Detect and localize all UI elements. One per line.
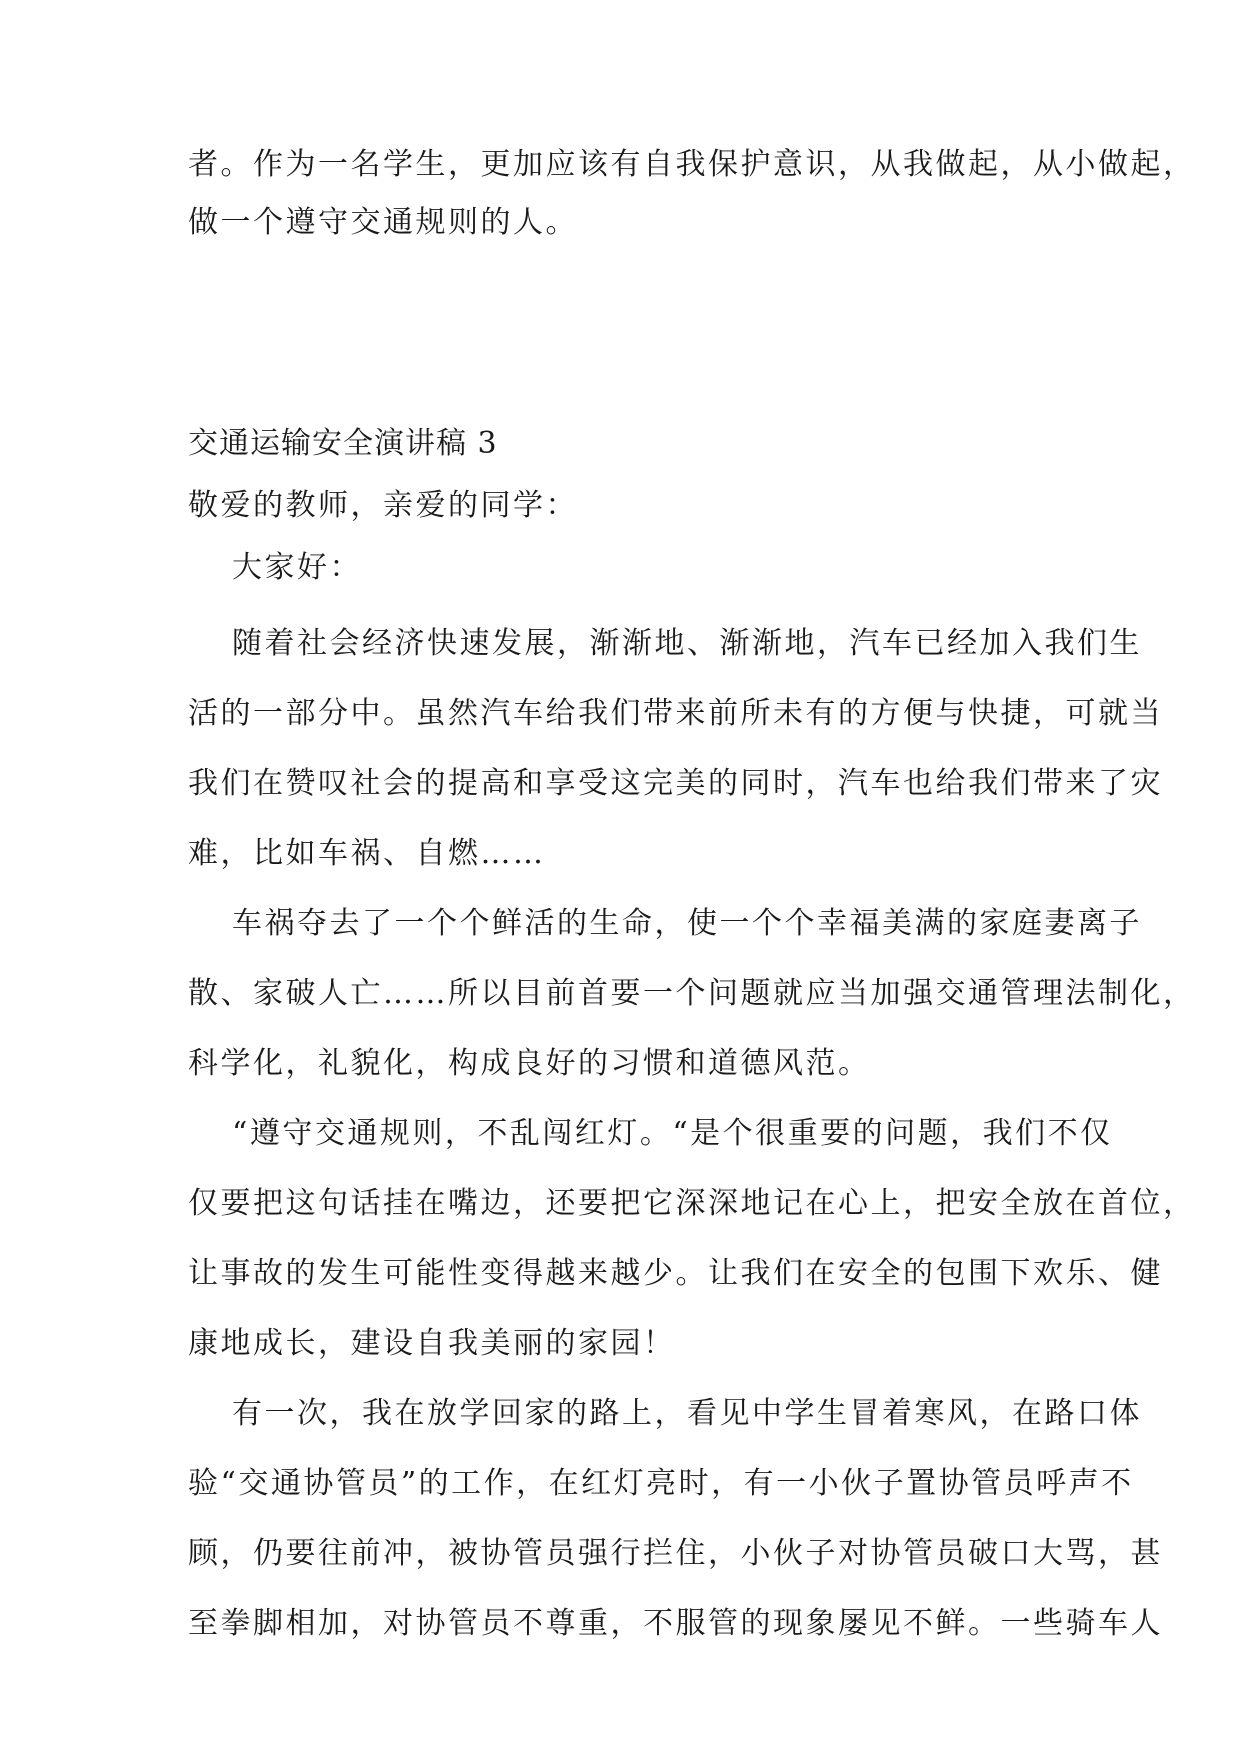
paragraph-line: 验“交通协管员”的工作，在红灯亮时，有一小伙子置协管员呼声不 xyxy=(188,1466,1134,1501)
greeting: 大家好： xyxy=(232,550,362,585)
paragraph-line: 科学化，礼貌化，构成良好的习惯和道德风范。 xyxy=(188,1046,871,1081)
paragraph-line: 我们在赞叹社会的提高和享受这完美的同时，汽车也给我们带来了灾 xyxy=(188,766,1163,801)
paragraph-line: 有一次，我在放学回家的路上，看见中学生冒着寒风，在路口体 xyxy=(232,1396,1142,1431)
paragraph-line: 让事故的发生可能性变得越来越少。让我们在安全的包围下欢乐、健 xyxy=(188,1256,1163,1291)
section-title: 交通运输安全演讲稿 3 xyxy=(188,426,498,461)
paragraph-line: “遵守交通规则，不乱闯红灯。“是个很重要的问题，我们不仅 xyxy=(232,1116,1113,1151)
paragraph-line: 车祸夺去了一个个鲜活的生命，使一个个幸福美满的家庭妻离子 xyxy=(232,906,1142,941)
paragraph-line: 仅要把这句话挂在嘴边，还要把它深深地记在心上，把安全放在首位， xyxy=(188,1186,1196,1221)
paragraph-line: 至拳脚相加，对协管员不尊重，不服管的现象屡见不鲜。一些骑车人 xyxy=(188,1606,1163,1641)
paragraph-line: 随着社会经济快速发展，渐渐地、渐渐地，汽车已经加入我们生 xyxy=(232,626,1142,661)
paragraph-line: 做一个遵守交通规则的人。 xyxy=(188,205,578,240)
paragraph-line: 康地成长，建设自我美丽的家园！ xyxy=(188,1326,676,1361)
paragraph-line: 活的一部分中。虽然汽车给我们带来前所未有的方便与快捷，可就当 xyxy=(188,696,1163,731)
paragraph-line: 散、家破人亡……所以目前首要一个问题就应当加强交通管理法制化， xyxy=(188,976,1196,1011)
paragraph-line: 者。作为一名学生，更加应该有自我保护意识，从我做起，从小做起， xyxy=(188,147,1196,182)
paragraph-line: 难，比如车祸、自燃…… xyxy=(188,836,546,871)
paragraph-line: 顾，仍要往前冲，被协管员强行拦住，小伙子对协管员破口大骂，甚 xyxy=(188,1536,1163,1571)
salutation: 敬爱的教师，亲爱的同学： xyxy=(188,488,578,523)
